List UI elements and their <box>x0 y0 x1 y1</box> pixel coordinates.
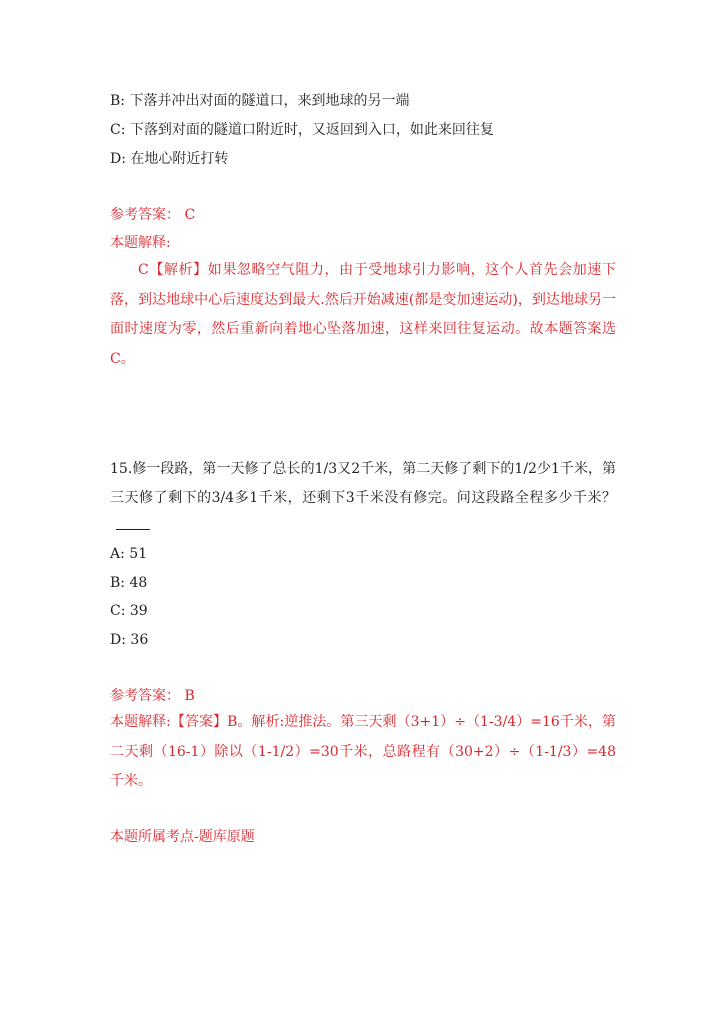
answer-line <box>110 686 195 706</box>
answer-line <box>110 205 195 225</box>
option-c <box>110 120 494 140</box>
source-note: 本题所属考点-题库原题 <box>110 829 255 845</box>
option-text: 51 <box>129 546 148 562</box>
explanation-text: 本题解释:【答案】B。解析:逆推法。第三天剩（3+1）÷（1-3/4）=16千米，第二天剩（16-1）除以（1-1/2）=30千米，总路程有（30+2）÷（1-1/3）=48千米。 <box>110 714 616 789</box>
answer-blank <box>116 515 150 530</box>
option-key: D: <box>110 632 126 648</box>
answer-label: 参考答案： <box>110 207 180 223</box>
option-key: C: <box>110 122 126 138</box>
option-key: A: <box>110 546 125 562</box>
option-text: 48 <box>129 575 148 591</box>
explanation-label: 本题解释: <box>110 235 171 251</box>
explanation-text: C【解析】如果忽略空气阻力，由于受地球引力影响，这个人首先会加速下落，到达地球中心后速度达到最大.然后开始减速(都是变加速运动)，到达地球另一面时速度为零，然后重新向着地心坠落加速，这样来回往复运动。故本题答案选C。 <box>110 262 616 367</box>
answer-value: C <box>184 207 196 223</box>
option-key: B: <box>110 93 126 109</box>
option-text: 下落并冲出对面的隧道口，来到地球的另一端 <box>129 93 410 109</box>
option-key: B: <box>110 575 126 591</box>
option-text: 36 <box>130 632 149 648</box>
question-stem-text: 15.修一段路，第一天修了总长的1/3又2千米，第二天修了剩下的1/2少1千米，第三天修了剩下的3/4多1千米，还剩下3千米没有修完。问这段路全程多少千米？ <box>110 461 616 506</box>
option-key: D: <box>110 151 126 167</box>
option-text: 在地心附近打转 <box>130 151 229 167</box>
question-stem <box>110 455 616 541</box>
option-a <box>110 544 147 564</box>
option-d <box>110 630 148 650</box>
option-text: 下落到对面的隧道口附近时，又返回到入口，如此来回往复 <box>129 122 494 138</box>
answer-label: 参考答案： <box>110 688 180 704</box>
option-key: C: <box>110 603 126 619</box>
option-c <box>110 601 148 621</box>
option-b <box>110 91 409 111</box>
option-b <box>110 573 147 593</box>
answer-value: B <box>184 688 195 704</box>
option-d <box>110 149 228 169</box>
option-text: 39 <box>129 603 148 619</box>
